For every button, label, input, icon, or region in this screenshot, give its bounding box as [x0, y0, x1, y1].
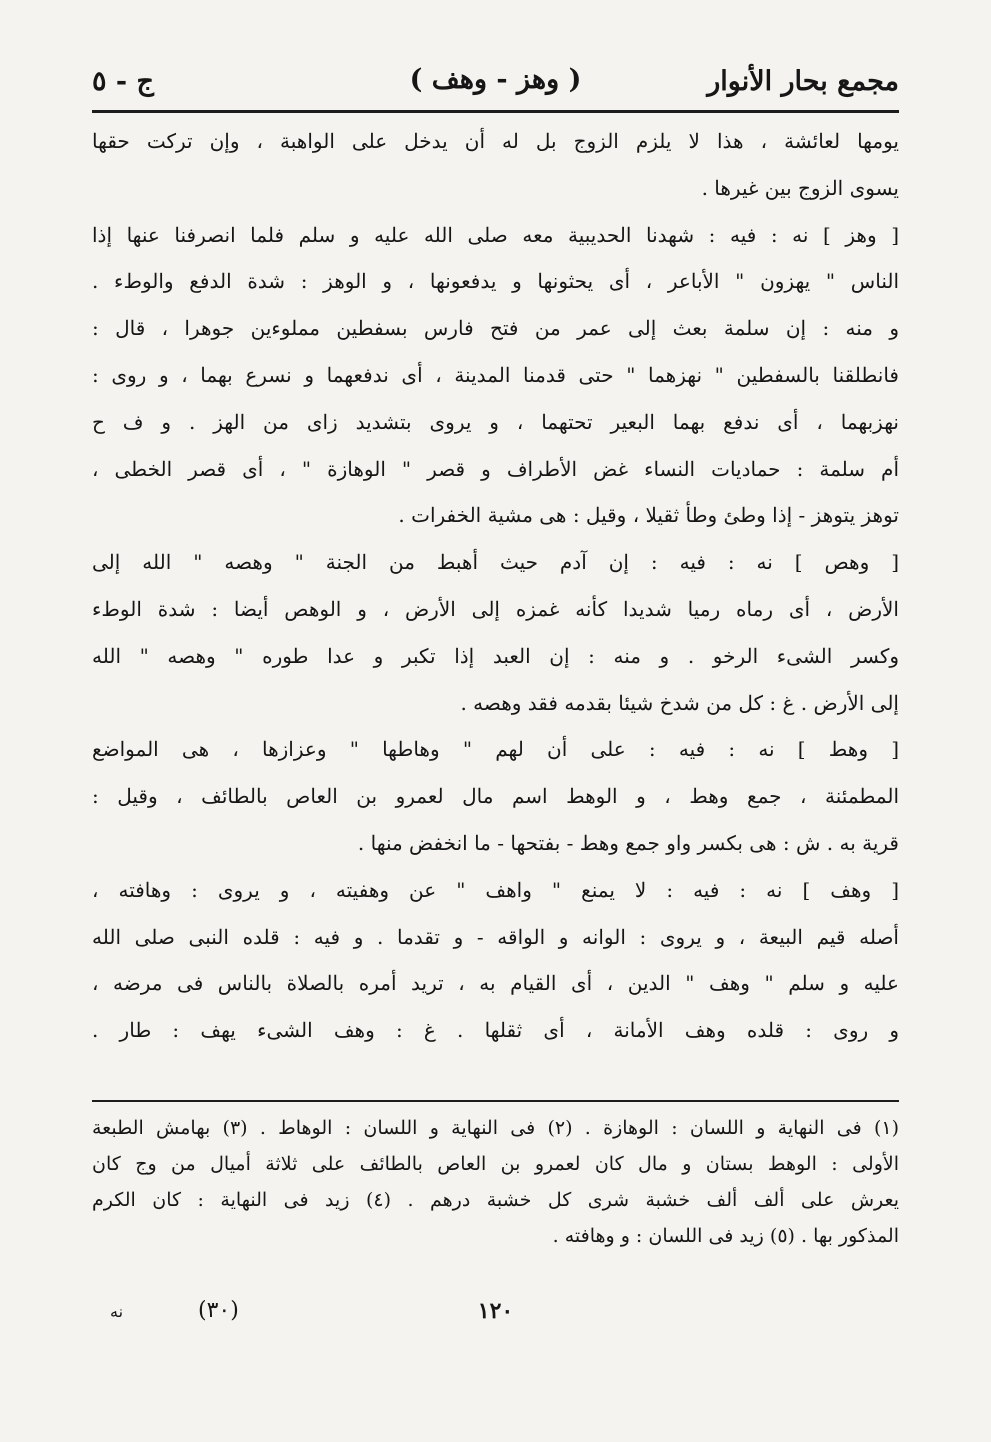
catchword: نه — [110, 1302, 124, 1321]
text-line: إلى الأرض . غ : كل من شدخ شيئا بقدمه فقد وهصه . — [460, 690, 899, 715]
text-line: قرية به . ش : هى بكسر واو جمع وهط - بفتحها - ما انخفض منها . — [357, 830, 899, 855]
text-line: الناس " يهزون " الأباعر ، أى يحثونها و يدفعونها ، و الوهز : شدة الدفع والوطء . — [92, 269, 899, 294]
text-line: نهزبهما ، أى ندفع بهما البعير تحتهما ، و يروى بتشديد زاى من الهز . و ف ح — [92, 409, 899, 434]
volume-label: ج - ٥ — [92, 65, 154, 97]
running-header — [92, 56, 899, 106]
text-line: أم سلمة : حماديات النساء غض الأطراف و قصر " الوهازة " ، أى قصر الخطى ، — [92, 456, 899, 481]
footnote-rule — [92, 1100, 899, 1102]
text-line: يسوى الزوج بين غيرها . — [701, 175, 899, 200]
footnote-line: المذكور بها . (٥) زيد فى اللسان : و وهافته . — [552, 1225, 899, 1247]
text-line: توهز يتوهز - إذا وطئ وطأ ثقيلا ، وقيل : هى مشية الخفرات . — [398, 503, 899, 528]
text-line: الأرض ، أى رماه رميا شديدا كأنه غمزه إلى الأرض ، و الوهص أيضا : شدة الوطء — [92, 596, 899, 621]
text-line: عليه و سلم " وهف " الدين ، أى القيام به ، تريد أمره بالصلاة بالناس فى مرضه ، — [92, 971, 899, 996]
text-line: المطمئنة ، جمع وهط ، و الوهط اسم مال لعمرو بن العاص بالطائف ، وقيل : — [92, 784, 899, 809]
main-text — [92, 118, 899, 1054]
text-line: [ وهز ] نه : فيه : شهدنا الحديبية معه صلى الله عليه و سلم فلما انصرفنا عنها إذا — [92, 222, 899, 247]
text-line: [ وهص ] نه : فيه : إن آدم حيث أهبط من الجنة " وهصه " الله إلى — [92, 550, 899, 575]
signature-mark: (٣٠) — [198, 1298, 239, 1323]
text-line: و منه : إن سلمة بعث إلى عمر من فتح فارس بسفطين مملوءين جوهرا ، قال : — [92, 316, 899, 341]
book-title: مجمع بحار الأنوار — [707, 65, 899, 97]
text-line: أصله قيم البيعة ، و يروى : الوانه و الواقه - و تقدما . و فيه : قلده النبى صلى الله — [92, 924, 899, 949]
text-line: فانطلقنا بالسفطين " نهزهما " حتى قدمنا المدينة ، أى ندفعهما و نسرع بهما ، و روى : — [92, 362, 899, 387]
text-line: [ وهط ] نه : فيه : على أن لهم " وهاطها " وعزازها ، هى المواضع — [92, 737, 899, 762]
page-number: ١٢٠ — [477, 1298, 514, 1324]
text-line: وكسر الشىء الرخو . و منه : إن العبد إذا تكبر و عدا طوره " وهصه " الله — [92, 643, 899, 668]
text-line: [ وهف ] نه : فيه : لا يمنع " واهف " عن وهفيته ، و يروى : وهافته ، — [92, 877, 899, 902]
text-line: يومها لعائشة ، هذا لا يلزم الزوج بل له أن يدخل على الواهبة ، وإن تركت حقها — [92, 129, 899, 153]
entry-range: ( وهز - وهف ) — [409, 64, 582, 95]
footnotes — [92, 1110, 899, 1254]
page-footer — [110, 1298, 881, 1334]
header-rule — [92, 110, 899, 113]
footnote-line: يعرش على ألف ألف خشبة شرى كل خشبة درهم . (٤) زيد فى النهاية : كان الكرم — [92, 1189, 899, 1211]
footnote-line: الأولى : الوهط بستان و مال كان لعمرو بن العاص بالطائف على ثلاثة أميال من وج كان — [92, 1153, 899, 1175]
footnote-line: (١) فى النهاية و اللسان : الوهازة . (٢) فى النهاية و اللسان : الوهاط . (٣) بهامش الطبعة — [92, 1117, 899, 1139]
text-line: و روى : قلده وهف الأمانة ، أى ثقلها . غ : وهف الشىء يهف : طار . — [92, 1018, 899, 1043]
